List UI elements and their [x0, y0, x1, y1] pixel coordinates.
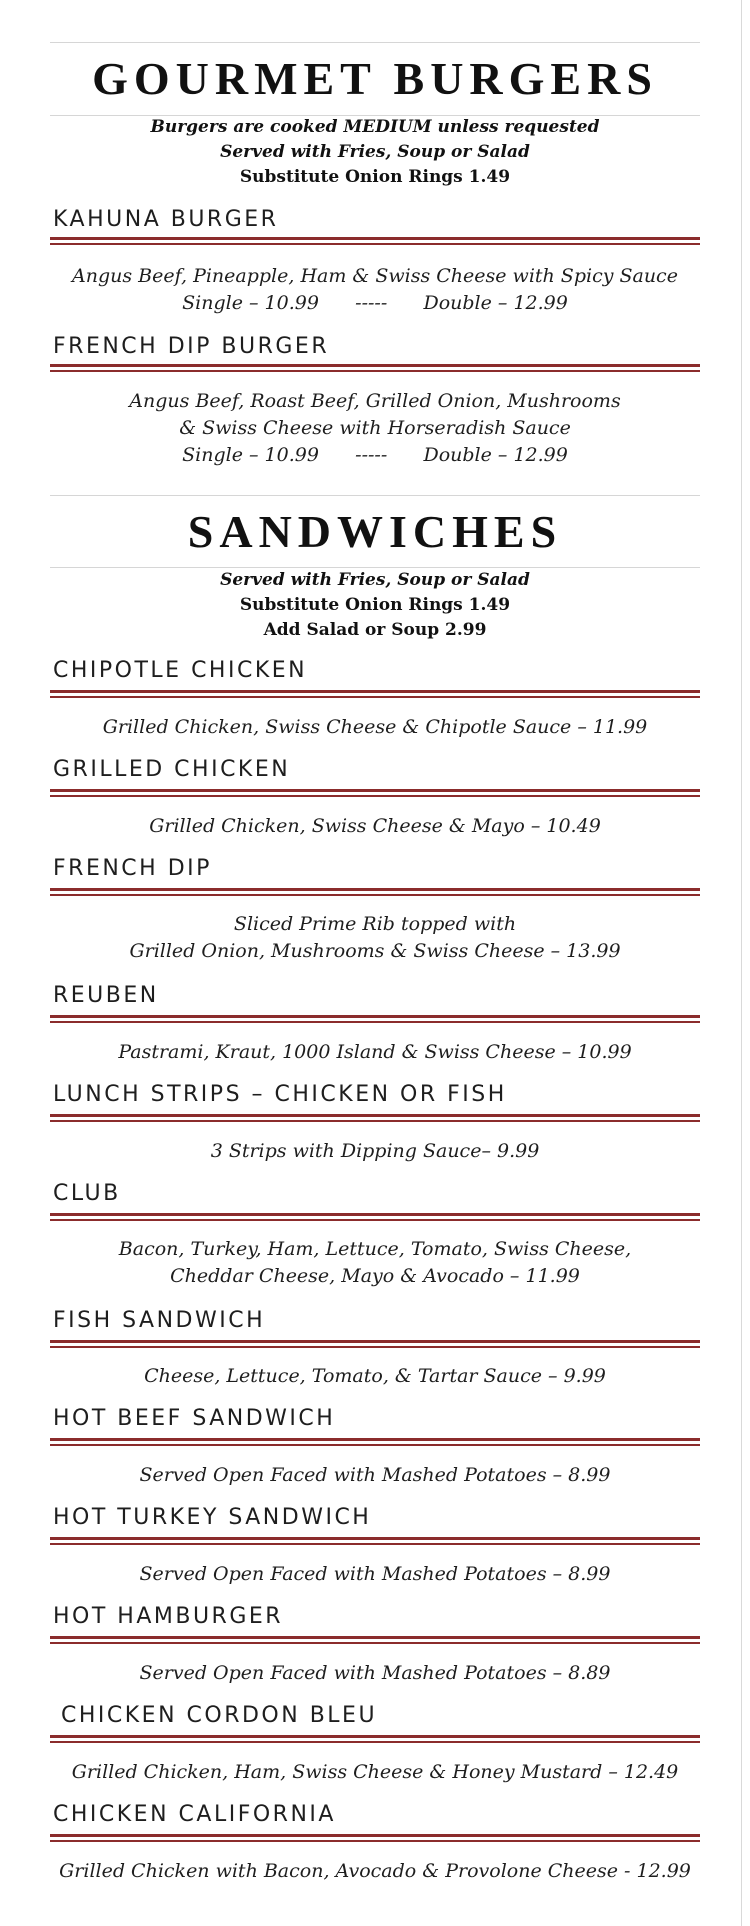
- item-desc-hot-hamburger: [50, 1660, 700, 1687]
- item-desc-lunch-strips: [50, 1138, 700, 1165]
- item-rule: [50, 1537, 700, 1545]
- item-rule: [50, 237, 700, 245]
- item-desc-chipotle-chicken: [50, 714, 700, 741]
- item-desc-club: [50, 1236, 700, 1290]
- item-rule: [50, 1735, 700, 1743]
- item-name-club: CLUB: [53, 1181, 121, 1206]
- item-name-fish-sandwich: FISH SANDWICH: [53, 1308, 266, 1333]
- item-rule: [50, 1114, 700, 1122]
- desc-line: Angus Beef, Roast Beef, Grilled Onion, Mushrooms: [129, 390, 621, 412]
- item-rule: [50, 1015, 700, 1023]
- desc-line: Grilled Chicken, Ham, Swiss Cheese & Honey Mustard – 12.49: [71, 1761, 679, 1783]
- desc-line: Angus Beef, Pineapple, Ham & Swiss Cheese with Spicy Sauce: [72, 265, 678, 287]
- section-title-sandwiches: SANDWICHES: [50, 495, 700, 568]
- item-desc-hot-beef-sandwich: [50, 1462, 700, 1489]
- item-rule: [50, 888, 700, 896]
- desc-line: Single – 10.99 ----- Double – 12.99: [182, 444, 568, 466]
- sandwiches-note-add-salad: Add Salad or Soup 2.99: [263, 620, 487, 640]
- item-name-chicken-cordon-bleu: CHICKEN CORDON BLEU: [61, 1703, 378, 1728]
- item-rule: [50, 1438, 700, 1446]
- desc-line: 3 Strips with Dipping Sauce– 9.99: [210, 1140, 540, 1162]
- desc-line: Served Open Faced with Mashed Potatoes – 8.89: [139, 1662, 611, 1684]
- burgers-note-sides: Served with Fries, Soup or Salad: [220, 142, 530, 162]
- burgers-note-onion-rings: Substitute Onion Rings 1.49: [239, 167, 511, 187]
- item-name-french-dip: FRENCH DIP: [53, 856, 212, 881]
- item-desc-fish-sandwich: [50, 1363, 700, 1390]
- desc-line: Sliced Prime Rib topped with: [233, 913, 517, 935]
- desc-line: Grilled Chicken, Swiss Cheese & Chipotle Sauce – 11.99: [102, 716, 648, 738]
- item-desc-reuben: [50, 1039, 700, 1066]
- desc-line: Cheese, Lettuce, Tomato, & Tartar Sauce – 9.99: [144, 1365, 606, 1387]
- item-rule: [50, 1834, 700, 1842]
- burgers-notes: [50, 115, 700, 190]
- item-desc-chicken-cordon-bleu: [50, 1759, 700, 1786]
- desc-line: & Swiss Cheese with Horseradish Sauce: [179, 417, 571, 439]
- item-rule: [50, 1636, 700, 1644]
- item-name-hot-hamburger: HOT HAMBURGER: [53, 1604, 284, 1629]
- desc-line: Served Open Faced with Mashed Potatoes – 8.99: [139, 1563, 611, 1585]
- desc-line: Grilled Chicken, Swiss Cheese & Mayo – 10.49: [149, 815, 601, 837]
- item-name-hot-turkey-sandwich: HOT TURKEY SANDWICH: [53, 1505, 372, 1530]
- desc-line: Pastrami, Kraut, 1000 Island & Swiss Cheese – 10.99: [118, 1041, 632, 1063]
- item-name-chicken-california: CHICKEN CALIFORNIA: [53, 1802, 336, 1827]
- item-name-chipotle-chicken: CHIPOTLE CHICKEN: [53, 658, 308, 683]
- item-name-kahuna-burger: KAHUNA BURGER: [53, 207, 279, 232]
- item-name-lunch-strips: LUNCH STRIPS – CHICKEN OR FISH: [53, 1082, 507, 1107]
- desc-line: Grilled Onion, Mushrooms & Swiss Cheese – 13.99: [129, 940, 621, 962]
- page-edge-line: [741, 0, 742, 1926]
- desc-line: Grilled Chicken with Bacon, Avocado & Provolone Cheese - 12.99: [59, 1860, 691, 1882]
- item-desc-french-dip-burger: [50, 388, 700, 469]
- item-rule: [50, 789, 700, 797]
- item-desc-chicken-california: [50, 1858, 700, 1885]
- desc-line: Cheddar Cheese, Mayo & Avocado – 11.99: [170, 1265, 580, 1287]
- item-rule: [50, 1340, 700, 1348]
- burgers-note-cooking: Burgers are cooked MEDIUM unless requested: [150, 117, 600, 137]
- item-name-reuben: REUBEN: [53, 983, 159, 1008]
- item-name-grilled-chicken: GRILLED CHICKEN: [53, 757, 291, 782]
- item-name-french-dip-burger: FRENCH DIP BURGER: [53, 334, 330, 359]
- item-rule: [50, 1213, 700, 1221]
- item-desc-grilled-chicken: [50, 813, 700, 840]
- item-desc-hot-turkey-sandwich: [50, 1561, 700, 1588]
- item-rule: [50, 364, 700, 372]
- item-desc-kahuna-burger: [50, 263, 700, 317]
- desc-line: Single – 10.99 ----- Double – 12.99: [182, 292, 568, 314]
- item-desc-french-dip: [50, 911, 700, 965]
- desc-line: Served Open Faced with Mashed Potatoes – 8.99: [139, 1464, 611, 1486]
- item-name-hot-beef-sandwich: HOT BEEF SANDWICH: [53, 1406, 336, 1431]
- sandwiches-note-sides: Served with Fries, Soup or Salad: [220, 570, 530, 590]
- item-rule: [50, 690, 700, 698]
- sandwiches-note-onion-rings: Substitute Onion Rings 1.49: [239, 595, 511, 615]
- sandwiches-notes: [50, 568, 700, 643]
- desc-line: Bacon, Turkey, Ham, Lettuce, Tomato, Swiss Cheese,: [118, 1238, 632, 1260]
- section-title-burgers: GOURMET BURGERS: [50, 42, 700, 116]
